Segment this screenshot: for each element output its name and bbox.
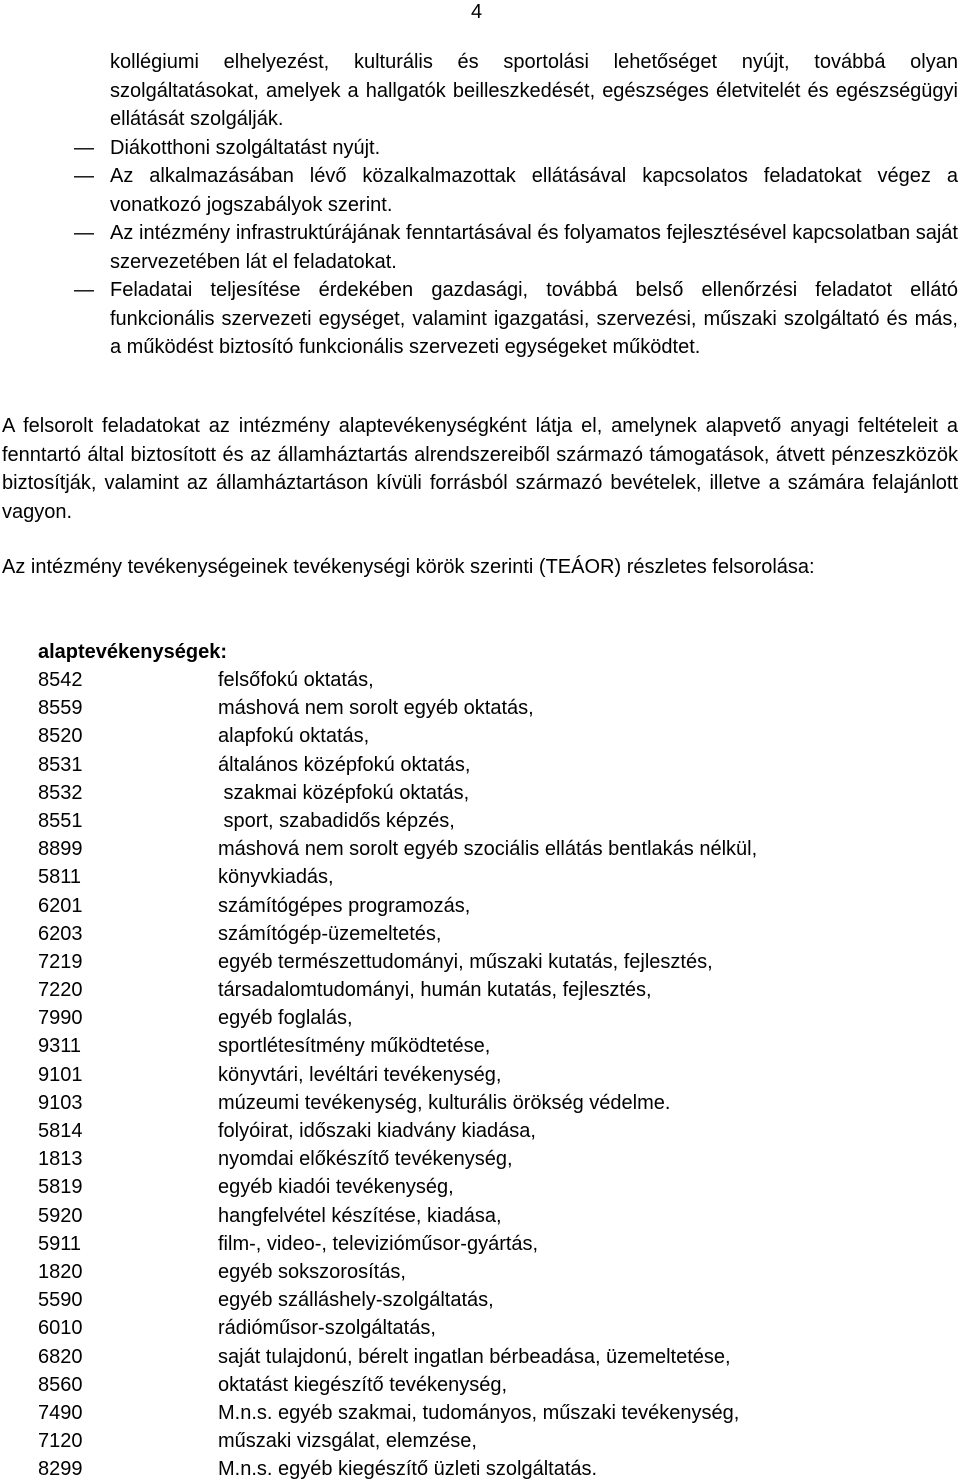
activity-row — [38, 1032, 938, 1060]
activity-code: 8299 — [38, 1458, 83, 1481]
activities-list — [38, 666, 938, 1483]
activity-row — [38, 779, 938, 807]
activity-row — [38, 863, 938, 891]
activity-description: hangfelvétel készítése, kiadása, — [218, 1204, 502, 1227]
activity-row — [38, 892, 938, 920]
activity-description: egyéb sokszorosítás, — [218, 1260, 406, 1283]
activity-row — [38, 976, 938, 1004]
activity-row — [38, 1258, 938, 1286]
activity-description: múzeumi tevékenység, kulturális örökség védelme. — [218, 1091, 671, 1114]
activity-code: 5819 — [38, 1176, 83, 1199]
activity-code: 1820 — [38, 1260, 83, 1283]
bullet-item — [0, 134, 958, 163]
activities-heading: alaptevékenységek: — [38, 641, 228, 663]
activity-description: szakmai középfokú oktatás, — [218, 781, 470, 804]
activity-description: M.n.s. egyéb kiegészítő üzleti szolgáltatás. — [218, 1458, 598, 1481]
activity-row — [38, 1343, 938, 1371]
activity-row — [38, 1173, 938, 1201]
activity-description: oktatást kiegészítő tevékenység, — [218, 1373, 508, 1396]
activity-description: nyomdai előkészítő tevékenység, — [218, 1148, 513, 1171]
activity-code: 6201 — [38, 894, 83, 917]
activity-row — [38, 1371, 938, 1399]
activity-row — [38, 666, 938, 694]
activity-description: M.n.s. egyéb szakmai, tudományos, műszaki tevékenység, — [218, 1401, 740, 1424]
dash-marker: — — [74, 136, 94, 159]
activity-code: 9103 — [38, 1091, 83, 1114]
bullet-list — [0, 48, 960, 362]
activity-row — [38, 1089, 938, 1117]
activity-code: 8532 — [38, 781, 83, 804]
teaor-intro-paragraph: Az intézmény tevékenységeinek tevékenységi körök szerinti (TEÁOR) részletes felsorolása: — [2, 556, 815, 578]
activity-code: 5814 — [38, 1120, 83, 1142]
bullet-text: Az alkalmazásában lévő közalkalmazottak ellátásával kapcsolatos feladatokat végez a vonatkozó jogszabályok szerint. — [110, 165, 958, 216]
activity-code: 7220 — [38, 979, 83, 1002]
activity-row — [38, 1286, 938, 1314]
bullet-item — [0, 162, 958, 219]
activity-code: 6203 — [38, 922, 83, 945]
activity-row — [38, 1061, 938, 1089]
bullet-continuation: kollégiumi elhelyezést, kulturális és sportolási lehetőséget nyújt, továbbá olyan szolgáltatásokat, amelyek a hallgatók beilleszkedését, egészséges életvitelét és egészségügyi ellátását szolgálják. — [110, 51, 958, 130]
activity-code: 9311 — [38, 1035, 82, 1058]
activity-code: 7219 — [38, 950, 83, 973]
dash-marker: — — [74, 279, 94, 301]
activity-row — [38, 1399, 938, 1427]
activity-description: társadalomtudományi, humán kutatás, fejlesztés, — [218, 979, 652, 1002]
activity-description: számítógép-üzemeltetés, — [218, 922, 442, 945]
activity-code: 7120 — [38, 1430, 83, 1453]
activity-code: 8551 — [38, 809, 83, 832]
activity-code: 8520 — [38, 725, 83, 748]
activity-description: könyvtári, levéltári tevékenység, — [218, 1063, 502, 1086]
activity-code: 6010 — [38, 1317, 83, 1340]
activity-description: műszaki vizsgálat, elemzése, — [218, 1430, 477, 1453]
activity-description: sportlétesítmény működtetése, — [218, 1035, 491, 1058]
activity-code: 5920 — [38, 1204, 83, 1227]
activity-row — [38, 722, 938, 750]
activity-description: könyvkiadás, — [218, 866, 334, 889]
activity-code: 5811 — [38, 866, 82, 889]
activity-description: alapfokú oktatás, — [218, 725, 370, 748]
activity-description: egyéb természettudományi, műszaki kutatás, fejlesztés, — [218, 950, 713, 973]
activity-code: 5590 — [38, 1289, 83, 1312]
activity-code: 8560 — [38, 1373, 83, 1396]
activity-code: 1813 — [38, 1148, 83, 1171]
dash-marker: — — [74, 165, 94, 187]
activity-code: 8559 — [38, 697, 83, 720]
activity-description: rádióműsor-szolgáltatás, — [218, 1317, 436, 1340]
activity-description: folyóirat, időszaki kiadvány kiadása, — [218, 1120, 536, 1142]
activity-description: felsőfokú oktatás, — [218, 669, 374, 691]
activity-row — [38, 948, 938, 976]
activity-description: egyéb szálláshely-szolgáltatás, — [218, 1289, 494, 1312]
activity-row — [38, 1202, 938, 1230]
activity-row — [38, 807, 938, 835]
dash-marker: — — [74, 222, 94, 244]
activity-row — [38, 1004, 938, 1032]
activity-row — [38, 1145, 938, 1173]
activity-description: saját tulajdonú, bérelt ingatlan bérbeadása, üzemeltetése, — [218, 1345, 731, 1368]
bullet-item — [0, 276, 958, 362]
bullet-text: Az intézmény infrastruktúrájának fenntartásával és folyamatos fejlesztésével kapcsolatban saját szervezetében lát el feladatokat. — [110, 222, 958, 273]
activity-row — [38, 694, 938, 722]
activity-code: 8899 — [38, 838, 83, 861]
activity-description: máshová nem sorolt egyéb szociális ellátás bentlakás nélkül, — [218, 838, 758, 861]
activity-description: számítógépes programozás, — [218, 894, 471, 917]
funding-paragraph: A felsorolt feladatokat az intézmény alaptevékenységként látja el, amelynek alapvető anyagi feltételeit a fenntartó által biztosított és az államháztartás alrendszereiből származó támogatások, átvett pénzeszközök biztosítják, valamint az államháztartáson kívüli forrásból származó bevételek, illetve a számára felajánlott vagyon. — [2, 415, 958, 523]
activity-row — [38, 1230, 938, 1258]
page-number: 4 — [471, 1, 483, 23]
activity-code: 6820 — [38, 1345, 83, 1368]
activity-code: 5911 — [38, 1232, 82, 1255]
activity-code: 8531 — [38, 753, 83, 776]
activity-row — [38, 835, 938, 863]
activity-code: 7990 — [38, 1007, 83, 1030]
activity-row — [38, 920, 938, 948]
activity-description: máshová nem sorolt egyéb oktatás, — [218, 697, 534, 720]
activity-row — [38, 1314, 938, 1342]
activity-row — [38, 1427, 938, 1455]
activity-description: film-, video-, televizióműsor-gyártás, — [218, 1232, 539, 1255]
activity-code: 8542 — [38, 669, 83, 691]
activity-row — [38, 1117, 938, 1145]
activity-description: egyéb kiadói tevékenység, — [218, 1176, 454, 1199]
bullet-text: Diákotthoni szolgáltatást nyújt. — [110, 136, 381, 159]
activity-row — [38, 751, 938, 779]
activity-code: 7490 — [38, 1401, 83, 1424]
bullet-text: Feladatai teljesítése érdekében gazdasági, továbbá belső ellenőrzési feladatot ellátó funkcionális szervezeti egységet, valamint igazgatási, szervezési, műszaki szolgáltató és más, a működést biztosító funkcionális szervezeti egységeket működtet. — [110, 279, 958, 358]
activity-description: általános középfokú oktatás, — [218, 753, 471, 776]
bullet-item — [0, 219, 958, 276]
activity-code: 9101 — [38, 1063, 83, 1086]
activity-description: sport, szabadidős képzés, — [218, 809, 455, 832]
activity-description: egyéb foglalás, — [218, 1007, 353, 1030]
